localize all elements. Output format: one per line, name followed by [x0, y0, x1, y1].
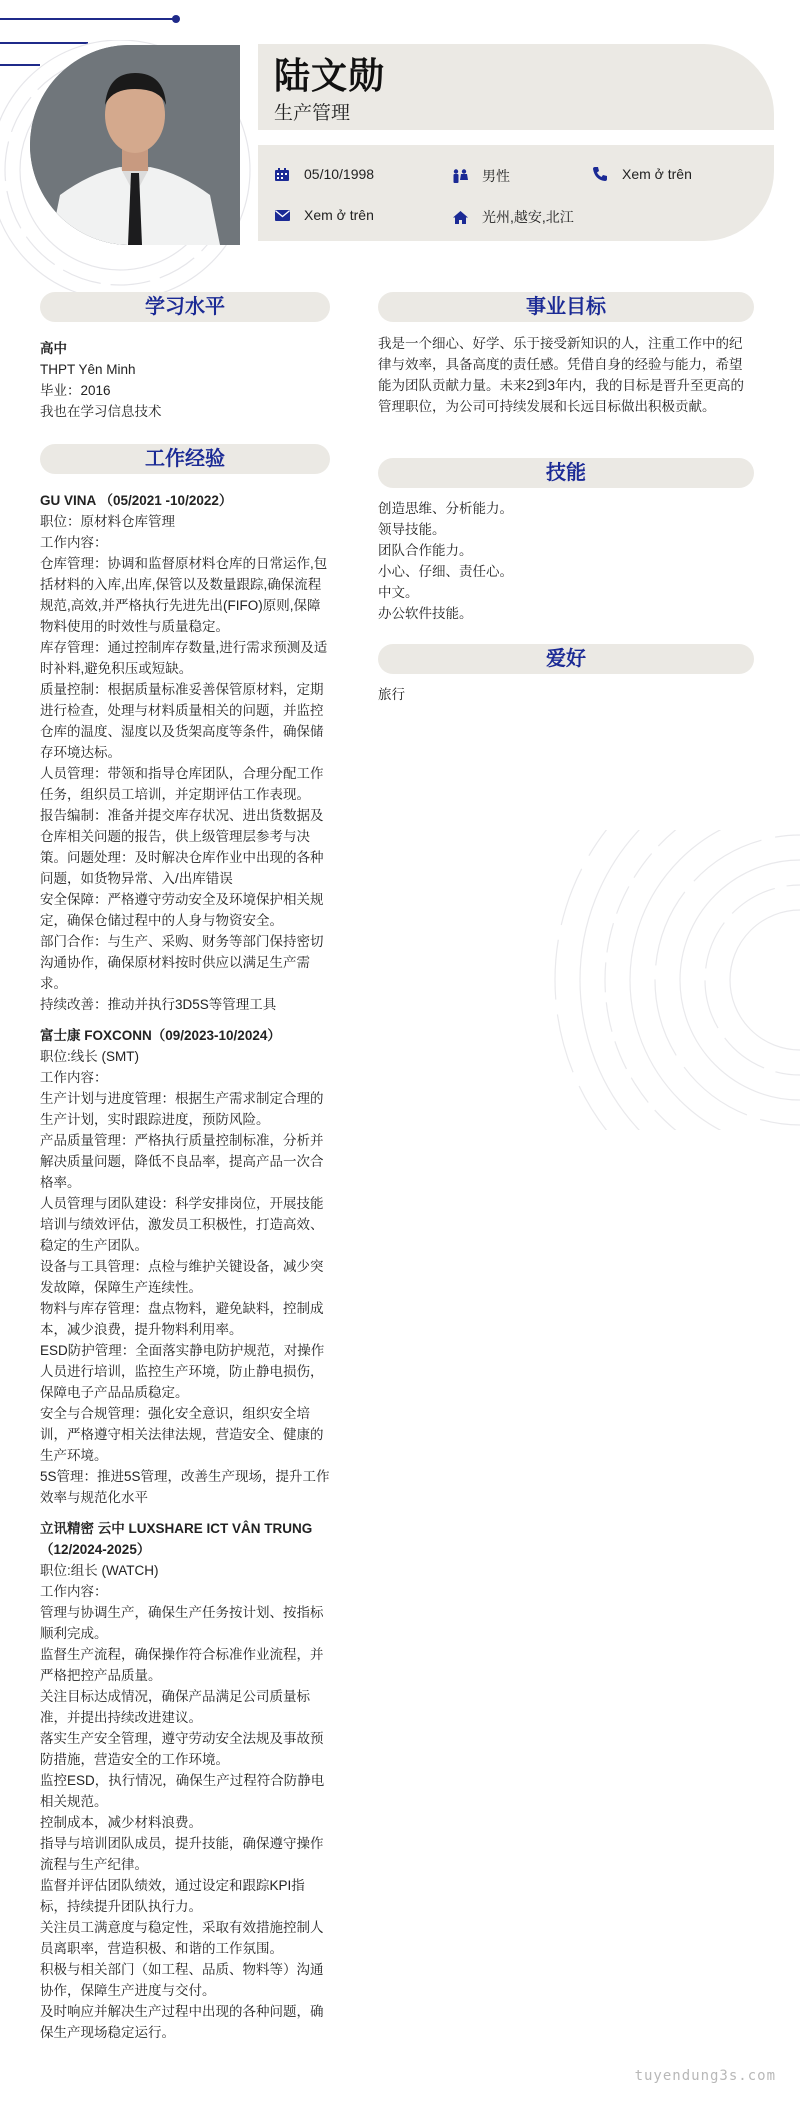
job-line: 监督并评估团队绩效，通过设定和跟踪KPI指标，持续提升团队执行力。: [40, 1878, 305, 1914]
decorative-line: [0, 18, 176, 20]
avatar-photo-icon: [30, 45, 240, 245]
gender-value: 男性: [482, 168, 510, 184]
skill-item: 创造思维、分析能力。: [378, 501, 513, 516]
candidate-position: 生产管理: [274, 103, 351, 124]
watermark: tuyendung3s.com: [634, 2068, 776, 2084]
birthdate-info: [274, 166, 374, 182]
objective-text: 我是一个细心、好学、乐于接受新知识的人，注重工作中的纪律与效率，具备高度的责任感。凭借自身的经验与能力，希望能为团队贡献力量。未来2到3年内，我的目标是晋升至更高的管理职位，为公司可持续发展和长远目标做出积极贡献。: [378, 336, 745, 414]
phone-value[interactable]: Xem ở trên: [622, 166, 692, 182]
gender-info: [452, 166, 510, 186]
experience-heading: 工作经验: [40, 444, 330, 474]
phone-icon: [592, 167, 608, 181]
job-entry-3: [40, 1518, 330, 2043]
job-line: 职位:线长 (SMT): [40, 1049, 139, 1064]
background-circles-bottom: [540, 830, 800, 1130]
job-line: ESD防护管理：全面落实静电防护规范，对操作人员进行培训，监控生产环境，防止静电损伤，保障电子产品品质稳定。: [40, 1343, 325, 1400]
job-line: 产品质量管理：严格执行质量控制标准，分析并解决质量问题，降低不良品率，提高产品一次合格率。: [40, 1133, 324, 1190]
skills-heading: 技能: [378, 458, 754, 488]
skills-section: [378, 498, 754, 624]
email-value[interactable]: Xem ở trên: [304, 207, 374, 223]
gender-icon: [452, 169, 468, 183]
phone-info: [592, 166, 692, 182]
job-line: 生产计划与进度管理：根据生产需求制定合理的生产计划，实时跟踪进度，预防风险。: [40, 1091, 324, 1127]
job-line: 管理与协调生产，确保生产任务按计划、按指标顺利完成。: [40, 1605, 324, 1641]
skill-item: 团队合作能力。: [378, 543, 473, 558]
job-line: 部门合作：与生产、采购、财务等部门保持密切沟通协作，确保原材料按时供应以满足生产需求。: [40, 934, 324, 991]
job-line: 控制成本，减少材料浪费。: [40, 1815, 202, 1830]
job-company: 立讯精密 云中 LUXSHARE ICT VÂN TRUNG（12/2024-2025）: [40, 1521, 313, 1557]
education-note: 我也在学习信息技术: [40, 404, 162, 419]
job-line: 工作内容：: [40, 535, 108, 550]
skill-item: 办公软件技能。: [378, 606, 473, 621]
job-line: 库存管理：通过控制库存数量,进行需求预测及适时补料,避免积压或短缺。: [40, 640, 328, 676]
skill-item: 中文。: [378, 585, 419, 600]
hobbies-heading: 爱好: [378, 644, 754, 674]
job-line: 职位:组长 (WATCH): [40, 1563, 159, 1578]
job-line: 仓库管理：协调和监督原材料仓库的日常运作,包括材料的入库,出库,保管以及数量跟踪,确保流程规范,高效,并严格执行先进先出(FIFO)原则,保障物料使用的时效性与质量稳定。: [40, 556, 328, 634]
job-line: 工作内容：: [40, 1070, 108, 1085]
home-icon: [452, 210, 468, 224]
job-line: 监控ESD，执行情况，确保生产过程符合防静电相关规范。: [40, 1773, 325, 1809]
job-line: 指导与培训团队成员，提升技能，确保遵守操作流程与生产纪律。: [40, 1836, 324, 1872]
job-line: 关注目标达成情况，确保产品满足公司质量标准，并提出持续改进建议。: [40, 1689, 310, 1725]
job-line: 监督生产流程，确保操作符合标准作业流程，并严格把控产品质量。: [40, 1647, 324, 1683]
objective-heading: 事业目标: [378, 292, 754, 322]
job-company: 富士康 FOXCONN（09/2023-10/2024）: [40, 1028, 281, 1043]
job-line: 关注员工满意度与稳定性，采取有效措施控制人员离职率，营造积极、和谐的工作氛围。: [40, 1920, 324, 1956]
job-line: 5S管理：推进5S管理，改善生产现场，提升工作效率与规范化水平: [40, 1469, 330, 1505]
candidate-name: 陆文勋: [274, 55, 386, 96]
job-line: 设备与工具管理：点检与维护关键设备，减少突发故障，保障生产连续性。: [40, 1259, 324, 1295]
job-line: 质量控制：根据质量标准妥善保管原材料，定期进行检查，处理与材料质量相关的问题，并监控仓库的温度、湿度以及货架高度等条件，确保储存环境达标。: [40, 682, 324, 760]
job-entry-1: [40, 490, 330, 1015]
job-line: 安全与合规管理：强化安全意识，组织安全培训，严格遵守相关法律法规，营造安全、健康的生产环境。: [40, 1406, 324, 1463]
experience-section: [40, 490, 330, 2043]
education-school: THPT Yên Minh: [40, 362, 136, 377]
job-line: 安全保障：严格遵守劳动安全及环境保护相关规定，确保仓储过程中的人身与物资安全。: [40, 892, 324, 928]
job-line: 职位：原材料仓库管理: [40, 514, 175, 529]
skill-item: 小心、仔细、责任心。: [378, 564, 513, 579]
email-icon: [274, 208, 290, 222]
calendar-icon: [274, 167, 290, 181]
avatar: [30, 45, 240, 245]
job-line: 持续改善：推动并执行3D5S等管理工具: [40, 997, 277, 1012]
skill-item: 领导技能。: [378, 522, 446, 537]
job-line: 人员管理与团队建设：科学安排岗位，开展技能培训与绩效评估，激发员工积极性，打造高效、稳定的生产团队。: [40, 1196, 324, 1253]
birthdate-value: 05/10/1998: [304, 166, 375, 182]
hobbies-text: 旅行: [378, 687, 405, 702]
education-graduation: 毕业：2016: [40, 383, 111, 398]
education-heading: 学习水平: [40, 292, 330, 322]
job-line: 物料与库存管理：盘点物料，避免缺料，控制成本，减少浪费，提升物料利用率。: [40, 1301, 324, 1337]
education-level: 高中: [40, 341, 67, 356]
address-info: [452, 207, 574, 227]
decorative-dot: [172, 15, 180, 23]
decorative-line: [0, 64, 40, 66]
job-line: 及时响应并解决生产过程中出现的各种问题，确保生产现场稳定运行。: [40, 2004, 324, 2040]
education-section: [40, 338, 330, 422]
email-info: [274, 207, 374, 223]
job-line: 积极与相关部门（如工程、品质、物料等）沟通协作，保障生产进度与交付。: [40, 1962, 324, 1998]
job-line: 落实生产安全管理，遵守劳动安全法规及事故预防措施，营造安全的工作环境。: [40, 1731, 324, 1767]
job-line: 报告编制：准备并提交库存状况、进出货数据及仓库相关问题的报告，供上级管理层参考与决策。问题处理：及时解决仓库作业中出现的各种问题，如货物异常、入/出库错误: [40, 808, 324, 886]
job-line: 工作内容：: [40, 1584, 108, 1599]
job-entry-2: [40, 1025, 330, 1508]
job-line: 人员管理：带领和指导仓库团队，合理分配工作任务，组织员工培训，并定期评估工作表现。: [40, 766, 324, 802]
address-value: 光州,越安,北江: [482, 209, 574, 225]
decorative-line: [0, 42, 88, 44]
job-company: GU VINA （05/2021 -10/2022）: [40, 493, 233, 508]
